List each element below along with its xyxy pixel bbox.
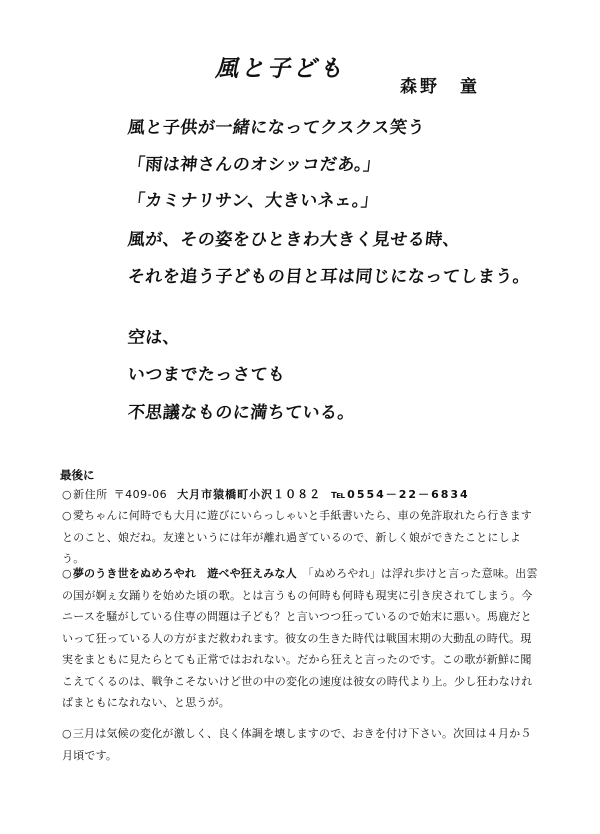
note-item — [62, 563, 540, 714]
bullet: ○ — [62, 488, 73, 501]
note-text: 「ぬめろやれ」は浮れ歩けと言った意味。出雲の国が婀ぇ女踊りを始めた頃の歌。とは言うもの何時も何時も現実に引き戻されてしまう。今ニースを騒がしている住専の問題は子ども？と言いつつ狂っているので始末に悪い。馬鹿だといって狂っている人の方がまだ救われます。彼女の生きた時代は戦国末期の大動乱の時代。現実をまともに見たらとても正常ではおれない。だから狂えと言ったのです。この歌が新鮮に聞こえてくるのは、戦争こそないけど世の中の変化の速度は彼女の時代より上。少し狂わなければまともになれない、と思うが。 — [62, 567, 538, 709]
notes-heading: 最後に — [60, 468, 95, 482]
address-line — [62, 484, 540, 506]
bullet: ○ — [62, 727, 72, 740]
bullet: ○ — [62, 567, 72, 580]
street-address: 大月市猿橋町小沢１０８２ — [177, 488, 322, 501]
poem-line: 「カミナリサン、大きいネェ。」 — [126, 191, 380, 211]
poem-line: 不思議なものに満ちている。 — [126, 403, 357, 423]
postal-code: 〒409-06 — [113, 488, 168, 501]
poem-title: 風と子ども — [215, 55, 345, 82]
note-text: 愛ちゃんに何時でも大月に遊びにいらっしゃいと手紙書いたら、車の免許取れたら行きますとのこと、娘だね。友達というには年が離れ過ぎているので、新しく娘ができたことにしよう。 — [62, 509, 533, 565]
address-label: 新住所 — [73, 488, 108, 501]
phone-number: ℡0554－22－6834 — [331, 488, 470, 501]
author-name: 森野 童 — [400, 77, 480, 97]
poem-line: 風と子供が一緒になってクスクス笑う — [126, 118, 426, 138]
poem-line: 風が、その姿をひときわ大きく見せる時、 — [126, 230, 462, 250]
poem-line: 「雨は神さんのオシッコだあ。」 — [126, 155, 382, 175]
note-item — [62, 505, 540, 570]
poem-line: それを追う子どもの目と耳は同じになってしまう。 — [126, 267, 532, 287]
note-song-quote: 夢のうき世をぬめろやれ 遊べや狂えみな人 — [72, 567, 297, 580]
note-text: 三月は気候の変化が激しく、良く体調を壊しますので、おきを付け下さい。次回は４月か５月頃です。 — [62, 727, 532, 762]
note-item — [62, 723, 540, 766]
poem-line: いつまでたっさても — [126, 365, 287, 385]
bullet: ○ — [62, 509, 72, 522]
poem-line: 空は、 — [126, 328, 182, 348]
